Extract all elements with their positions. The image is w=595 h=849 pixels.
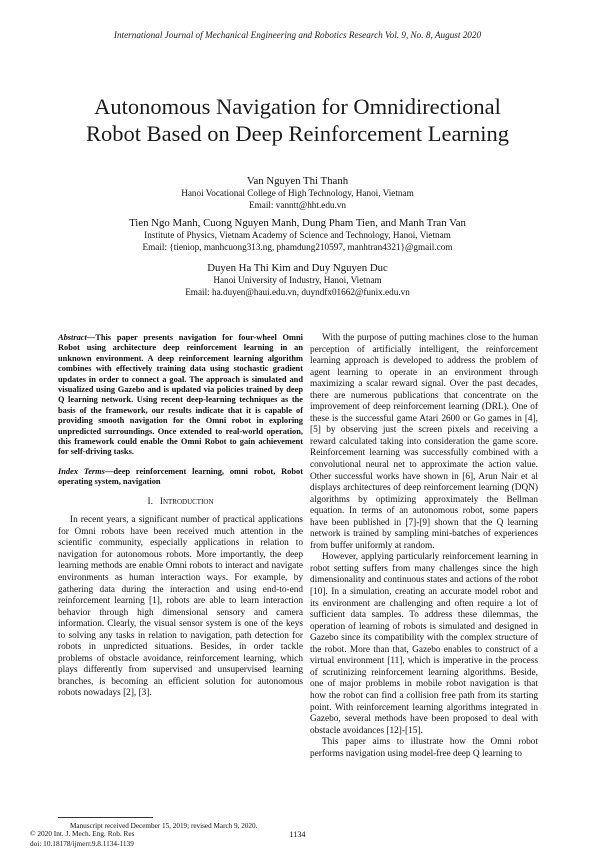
section-heading [58,497,303,509]
author-affiliation: Institute of Physics, Vietnam Academy of Science and Technology, Hanoi, Vietnam [144,230,451,240]
author-names: Tien Ngo Manh, Cuong Nguyen Manh, Dung Pham Tien, and Manh Tran Van [129,217,466,229]
index-terms [58,467,303,488]
author-names: Duyen Ha Thi Kim and Duy Nguyen Duc [207,262,388,274]
body-paragraph: However, applying particularly reinforcement learning in robot setting suffers from many challenges since the high dimensionality and continuous states and actions of the robot [10]. In a simulation, creating an accurate model robot and its environment are challenging and often require a lot of sufficient data samples. To address these dilemmas, the operation of learning of robots is simulated and designed in Gazebo since its compatibility with the complex structure of the robot. More than that, Gazebo enables to construct of a virtual environment [11], which is imperative in the process of scrutinizing reinforcement learning algorithms. Beside, one of major problems in mobile robot navigation is that how the robot can find a collision free path from its starting point. With reinforcement learning algorithms integrated in Gazebo, several methods have been proposed to deal with obstacle avoidances [12]-[15]. [310,552,538,736]
abstract-label: Abstract [58,333,87,342]
author-group-1 [40,175,555,211]
body-paragraph: This paper aims to illustrate how the Omni robot performs navigation using model-free deep Q learning to [310,737,538,759]
author-affiliation: Hanoi University of Industry, Hanoi, Vietnam [213,275,382,285]
footnote-rule [58,817,153,818]
author-affiliation: Hanoi Vocational College of High Technology, Hanoi, Vietnam [181,188,414,198]
index-terms-label: Index Terms [58,466,105,476]
journal-header: International Journal of Mechanical Engineering and Robotics Research Vol. 9, No. 8, August 2020 [113,30,482,40]
title-line-2: Robot Based on Deep Reinforcement Learning [86,121,509,146]
intro-paragraph: In recent years, a significant number of practical applications for Omni robots have been received much attention in the scientific community, especially applications in relation to navigation for autonomous robots. More importantly, the deep learning methods are enable Omni robots to interact and navigate environments as human interaction ways. For example, by gathering data during the interaction and using end-to-end reinforcement learning [1], robots are able to learn interaction behavior through high dimensional sensory and camera information. Clearly, the visual sensor system is one of the keys to solving any tasks in relation to navigation, path detection for robots in unpredicted situations. Besides, in order tackle problems of obstacle avoidance, reinforcement learning, which plays differently from supervised and unsupervised learning branches, is becoming an efficient solution for autonomous robots nowadays [2], [3]. [58,515,303,699]
paper-title [40,93,555,147]
section-title: Introduction [159,496,214,507]
right-column [310,333,538,760]
doi: doi: 10.18178/ijmerr.9.8.1134-1139 [30,839,134,848]
section-number: I. [147,496,153,507]
left-column [58,333,303,700]
page-number: 1134 [289,830,306,839]
author-email: Email: {tieniop, manhcuong313.ng, phamdung210597, manhtran4321}@gmail.com [142,241,453,252]
abstract-text: —This paper presents navigation for four-wheel Omni Robot using architecture deep reinforcement learning in an unknown environment. A deep reinforcement learning algorithm combines with effectively training data using stochastic gradient updates in order to connect a goal. The approach is simulated and visualized using Gazebo and is updated via policies trained by deep Q learning network. Using recent deep-learning techniques as the basis of the framework, our results indicate that it is capable of providing smooth navigation for the Omni robot in exploring unpredicted surroundings. Once extended to real-world operation, this framework could enable the Omni Robot to gain achievement for self-driving tasks. [58,333,303,457]
body-paragraph: With the purpose of putting machines close to the human perception of artificially intelligent, the reinforcement learning approach is developed to address the problem of agent learning to operate in an environment through maximizing a scalar reward signal. Over the past decades, there are numerous publications that concentrate on the improvement of deep reinforcement learning (DRL). One of these is the successful game Atari 2600 or Go games in [4], [5] by observing just the screen pixels and receiving a reward calculated taking into consideration the game score. Reinforcement learning was successfully combined with a convolutional neural net to approximate the action value. Other successful works have shown in [6], Arun Nair et al displays architectures of deep reinforcement learning (DQN) algorithms by optimizing approximately the Bellman equation. In terms of an autonomous robot, some papers have been published in [7]-[9] shown that the Q learning network is trained by sampling mini-batches of experiences from buffer uniformly at random. [310,333,538,551]
index-terms-text: —deep reinforcement learning, omni robot, Robot operating system, navigation [58,466,304,487]
author-email: Email: vanntt@hht.edu.vn [248,199,346,210]
footnote: Manuscript received December 15, 2019; revised March 9, 2020. [70,822,258,830]
author-group-3 [40,262,555,298]
title-line-1: Autonomous Navigation for Omnidirectional [94,94,501,119]
copyright: © 2020 Int. J. Mech. Eng. Rob. Res [30,829,135,838]
author-group-2 [40,217,555,253]
author-email: Email: ha.duyen@haui.edu.vn, duyndfx01662@funix.edu.vn [185,286,410,297]
author-names: Van Nguyen Thi Thanh [246,175,349,187]
abstract [58,333,303,458]
